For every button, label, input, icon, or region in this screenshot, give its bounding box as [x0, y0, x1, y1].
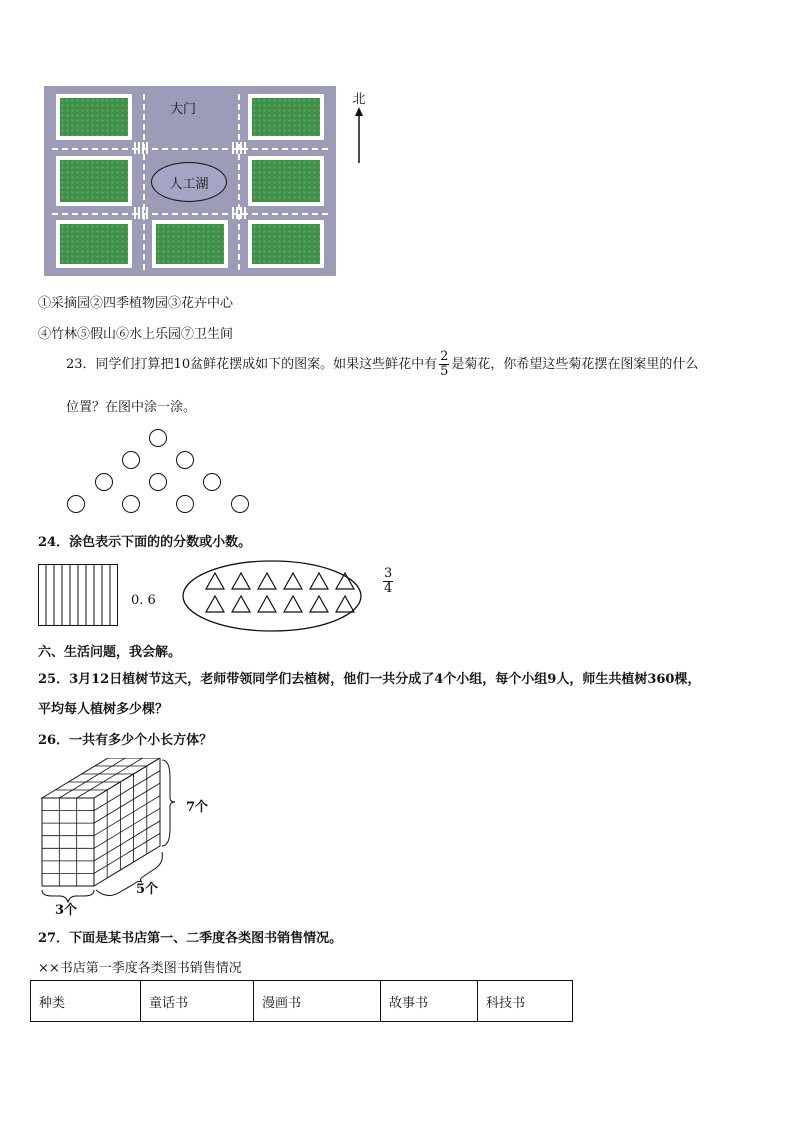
flower-circle[interactable]: [231, 495, 249, 513]
gate-label: 大门: [170, 102, 197, 117]
map-plot: [248, 220, 324, 268]
triangle-ellipse[interactable]: [181, 559, 363, 633]
question-26: 26．一共有多少个小长方体？: [38, 733, 213, 748]
table-header-cell: 童话书: [141, 981, 254, 1022]
park-map: [44, 86, 336, 276]
map-plot: [152, 220, 228, 268]
flower-circle[interactable]: [122, 495, 140, 513]
striped-rectangle[interactable]: [38, 564, 118, 626]
map-plot: [56, 220, 132, 268]
table-caption: ××书店第一季度各类图书销售情况: [38, 961, 242, 976]
question-25-line1: 25．3月12日植树节这天，老师带领同学们去植树，他们一共分成了4个小组，每个小组9人，师生共植树360棵，: [38, 672, 701, 687]
question-24: 24．涂色表示下面的的分数或小数。: [38, 535, 252, 550]
north-indicator: [348, 88, 370, 167]
flower-circle[interactable]: [122, 451, 140, 469]
question-27: 27．下面是某书店第一、二季度各类图书销售情况。: [38, 931, 343, 946]
flower-circle[interactable]: [203, 473, 221, 491]
artificial-lake: [151, 162, 227, 202]
cuboid-figure: [38, 758, 188, 918]
table-header-cell: 漫画书: [254, 981, 381, 1022]
north-label: 北: [352, 92, 366, 107]
north-arrow-icon: [348, 107, 370, 163]
sales-table: [30, 980, 573, 1022]
q23-text-b: 是菊花，你希望这些菊花摆在图案里的什么: [451, 357, 699, 372]
table-row: [31, 981, 573, 1022]
q23-fraction: $\frac{2}{5}$: [440, 349, 449, 379]
table-header-cell: 故事书: [381, 981, 478, 1022]
table-header-cell: 种类: [31, 981, 141, 1022]
map-legend-line1: ①采摘园②四季植物园③花卉中心: [38, 296, 234, 311]
map-plot: [248, 156, 324, 206]
question-25-line2: 平均每人植树多少棵？: [38, 702, 169, 717]
height-label: 7个: [186, 800, 209, 815]
map-plot: [248, 94, 324, 140]
table-header-cell: 科技书: [478, 981, 573, 1022]
decimal-label: 0. 6: [131, 593, 156, 608]
flower-circle[interactable]: [176, 451, 194, 469]
question-23: [66, 350, 698, 379]
map-legend-line2: ④竹林⑤假山⑥水上乐园⑦卫生间: [38, 327, 234, 342]
lake-label: 人工湖: [169, 177, 209, 192]
flower-circle[interactable]: [95, 473, 113, 491]
flower-circle[interactable]: [149, 473, 167, 491]
flower-circle[interactable]: [67, 495, 85, 513]
depth-label: 5个: [136, 882, 159, 897]
q23-text-c: 位置？在图中涂一涂。: [66, 400, 197, 415]
flower-circle[interactable]: [176, 495, 194, 513]
map-plot: [56, 156, 132, 206]
section-6-title: 六、生活问题，我会解。: [38, 645, 182, 660]
width-label: 3个: [55, 903, 78, 918]
q24-fraction: $\frac{3}{4}$: [384, 566, 393, 596]
flower-circle[interactable]: [149, 429, 167, 447]
q23-text-a: 23．同学们打算把10盆鲜花摆成如下的图案。如果这些鲜花中有: [66, 357, 438, 372]
map-plot: [56, 94, 132, 140]
